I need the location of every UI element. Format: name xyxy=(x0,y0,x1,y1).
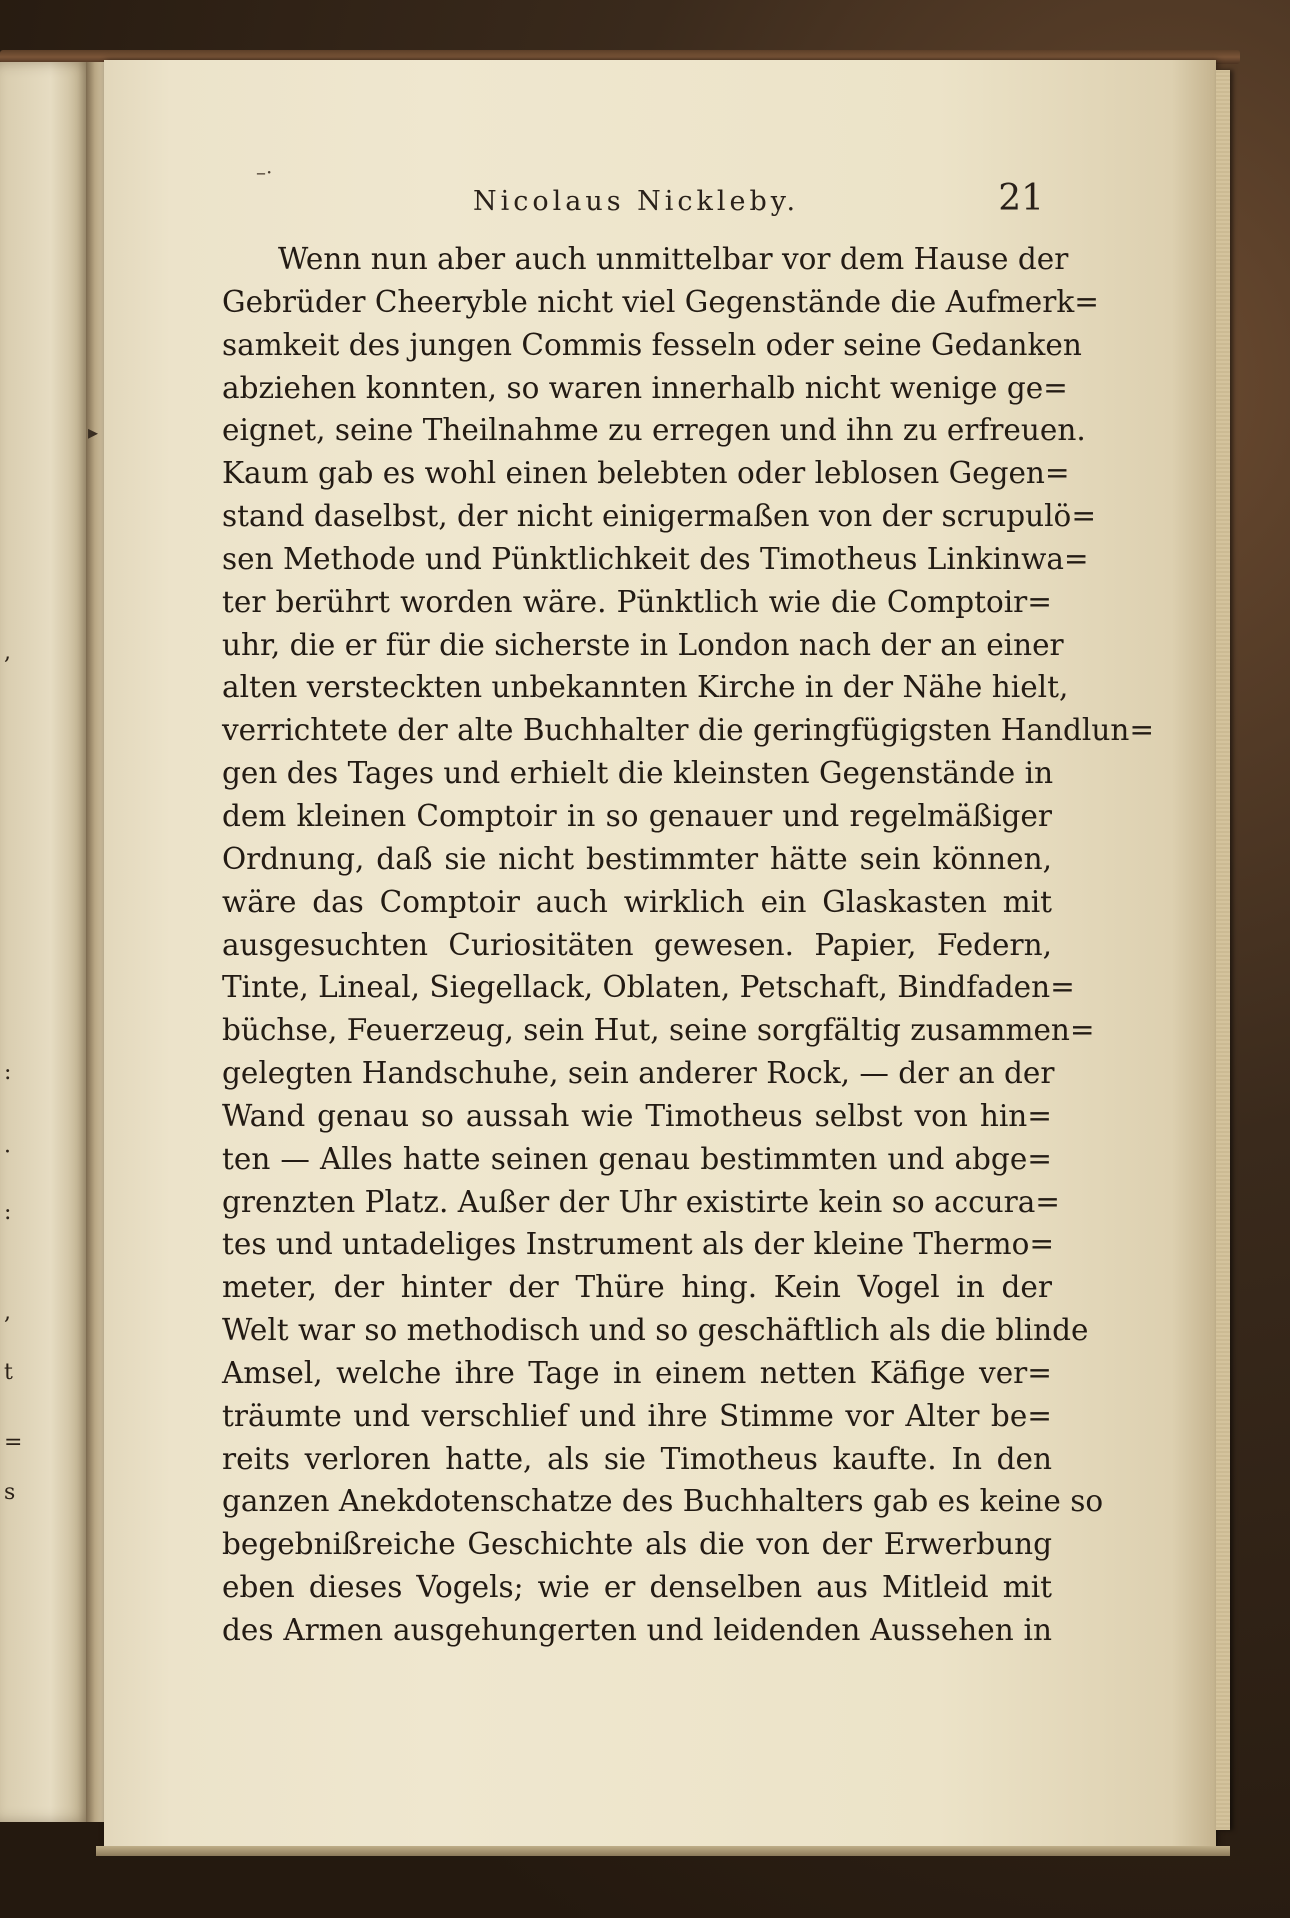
text-line: dem kleinen Comptoir in so genauer und regelmäßiger xyxy=(222,798,1052,833)
text-line: samkeit des jungen Commis fesseln oder seine Gedanken xyxy=(222,327,1082,362)
left-margin-mark: · xyxy=(4,1140,11,1165)
text-line: tes und untadeliges Instrument als der kleine Thermo= xyxy=(222,1227,1055,1262)
left-margin-mark: t xyxy=(4,1360,13,1385)
left-margin-mark: s xyxy=(4,1480,16,1505)
text-line: verrichtete der alte Buchhalter die geringfügigsten Handlun= xyxy=(222,713,1155,748)
text-line: stand daselbst, der nicht einigermaßen von der scrupulö= xyxy=(222,499,1097,534)
text-line: Kaum gab es wohl einen belebten oder leblosen Gegen= xyxy=(222,456,1070,491)
text-line: ganzen Anekdotenschatze des Buchhalters gab es keine so xyxy=(222,1484,1104,1519)
text-line: eben dieses Vogels; wie er denselben aus Mitleid mit xyxy=(222,1570,1052,1605)
text-line: uhr, die er für die sicherste in London nach der an einer xyxy=(222,627,1064,662)
page-fore-edge xyxy=(1216,70,1230,1830)
left-page xyxy=(0,62,92,1822)
text-line: Gebrüder Cheeryble nicht viel Gegenstände die Aufmerk= xyxy=(222,284,1099,319)
gutter-mark: ▸ xyxy=(88,420,99,444)
left-margin-mark: , xyxy=(4,640,11,665)
left-margin-mark: : xyxy=(4,1060,12,1085)
text-line: träumte und verschlief und ihre Stimme vor Alter be= xyxy=(222,1398,1052,1433)
text-line: wäre das Comptoir auch wirklich ein Glaskasten mit xyxy=(222,884,1052,919)
running-title: Nicolaus Nickleby. xyxy=(472,186,800,217)
text-line: sen Methode und Pünktlichkeit des Timotheus Linkinwa= xyxy=(222,541,1089,576)
text-line: alten versteckten unbekannten Kirche in der Nähe hielt, xyxy=(222,670,1069,705)
text-line: grenzten Platz. Außer der Uhr existirte kein so accura= xyxy=(222,1184,1061,1219)
text-line: Ordnung, daß sie nicht bestimmter hätte sein können, xyxy=(222,841,1052,876)
text-line: Amsel, welche ihre Tage in einem netten Käfige ver= xyxy=(222,1355,1052,1390)
text-line: Wand genau so aussah wie Timotheus selbst von hin= xyxy=(222,1098,1052,1133)
text-line: meter, der hinter der Thüre hing. Kein Vogel in der xyxy=(222,1270,1052,1305)
text-line: begebnißreiche Geschichte als die von der Erwerbung xyxy=(222,1527,1052,1562)
running-header xyxy=(232,178,1044,228)
text-line: ten — Alles hatte seinen genau bestimmten und abge= xyxy=(222,1141,1052,1176)
text-line: Wenn nun aber auch unmittelbar vor dem Hause der xyxy=(278,242,1069,276)
text-line: Welt war so methodisch und so geschäftlich als die blinde xyxy=(222,1313,1089,1348)
text-line: abziehen konnten, so waren innerhalb nicht wenige ge= xyxy=(222,370,1068,405)
text-line: ter berührt worden wäre. Pünktlich wie die Comptoir= xyxy=(222,584,1052,619)
body-text xyxy=(222,238,1155,1652)
left-margin-mark: : xyxy=(4,1200,12,1225)
corner-mark: –· xyxy=(256,160,273,184)
page-bottom-edge xyxy=(96,1846,1230,1856)
text-line: ausgesuchten Curiositäten gewesen. Papier, Federn, xyxy=(222,927,1052,962)
left-margin-mark: , xyxy=(4,1300,11,1325)
text-line: des Armen ausgehungerten und leidenden Aussehen in xyxy=(222,1613,1052,1647)
left-margin-mark: = xyxy=(4,1430,23,1455)
page-number: 21 xyxy=(998,178,1044,219)
text-line: büchse, Feuerzeug, sein Hut, seine sorgfältig zusammen= xyxy=(222,1013,1095,1048)
left-page-margin-marks xyxy=(4,62,24,1822)
text-line: gen des Tages und erhielt die kleinsten Gegenstände in xyxy=(222,756,1054,791)
text-line: eignet, seine Theilnahme zu erregen und ihn zu erfreuen. xyxy=(222,413,1086,448)
text-line: gelegten Handschuhe, sein anderer Rock, — der an der xyxy=(222,1056,1055,1091)
text-line: reits verloren hatte, als sie Timotheus kaufte. In den xyxy=(222,1441,1052,1476)
text-line: Tinte, Lineal, Siegellack, Oblaten, Petschaft, Bindfaden= xyxy=(222,970,1075,1005)
